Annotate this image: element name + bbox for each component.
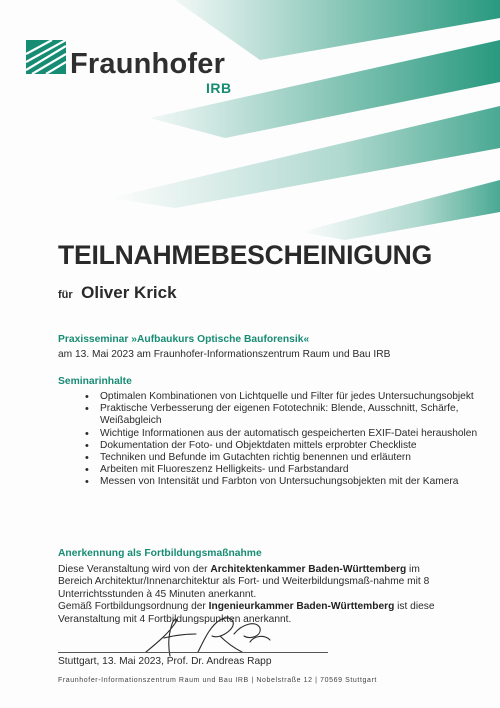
course-title: Praxisseminar »Aufbaukurs Optische Bauforensik« [58,334,310,345]
recipient-prefix: für [58,289,73,301]
recognition-paragraph-engineers: Gemäß Fortbildungsordnung der Ingenieurkammer Baden-Württemberg ist diese Veranstaltung mit 4 Fortbildungspunkten anerkannt. [58,601,435,625]
list-item: • Messen von Intensität und Farbton von Untersuchungsobjekten mit der Kamera [100,476,500,488]
engineers-chamber-name: Ingenieurkammer Baden-Württemberg [208,601,395,613]
seminar-contents-list [58,391,500,489]
swoosh-4 [300,180,500,240]
signature-line [58,652,328,653]
list-item: • Techniken und Befunde im Gutachten richtig benennen und erläutern [100,452,500,464]
seminar-contents-heading: Seminarinhalte [58,376,132,387]
logo-brand-name: Fraunhofer [70,48,226,80]
recognition-heading: Anerkennung als Fortbildungsmaßnahme [58,548,262,559]
course-date-line: am 13. Mai 2023 am Fraunhofer-Informationszentrum Raum und Bau IRB [58,349,391,360]
recipient [58,283,177,303]
architects-chamber-name: Architektenkammer Baden-Württemberg [210,564,407,575]
certificate-title: TEILNAHMEBESCHEINIGUNG [58,240,432,270]
fraunhofer-logo-mark-icon [26,40,66,74]
list-item: • Dokumentation der Foto- und Objektdaten mittels erprobter Checkliste [100,440,500,452]
logo-unit-name: IRB [206,80,232,96]
recipient-name: Oliver Krick [81,283,177,302]
list-item: • Arbeiten mit Fluoreszenz Helligkeits- und Farbstandard [100,464,500,476]
list-item: • Praktische Verbesserung der eigenen Fototechnik: Blende, Ausschnitt, Schärfe, Weißabgleich [100,403,500,427]
signature-caption: Stuttgart, 13. Mai 2023, Prof. Dr. Andreas Rapp [58,656,272,667]
footer-address: Fraunhofer-Informationszentrum Raum und Bau IRB | Nobelstraße 12 | 70569 Stuttgart [58,677,377,684]
list-item: • Optimalen Kombinationen von Lichtquelle und Filter für jedes Untersuchungsobjekt [100,391,500,403]
recognition-paragraph-architects: Diese Veranstaltung wird von der Architektenkammer Baden-Württemberg im Bereich Architektur/Innenarchitektur als Fort- und Weiterbildungsmaß-nahme mit 8 Unterrichtsstunden à 45 Minuten anerkannt. [58,564,430,600]
list-item: • Wichtige Informationen aus der automatisch gespeicherten EXIF-Datei herausholen [100,428,500,440]
